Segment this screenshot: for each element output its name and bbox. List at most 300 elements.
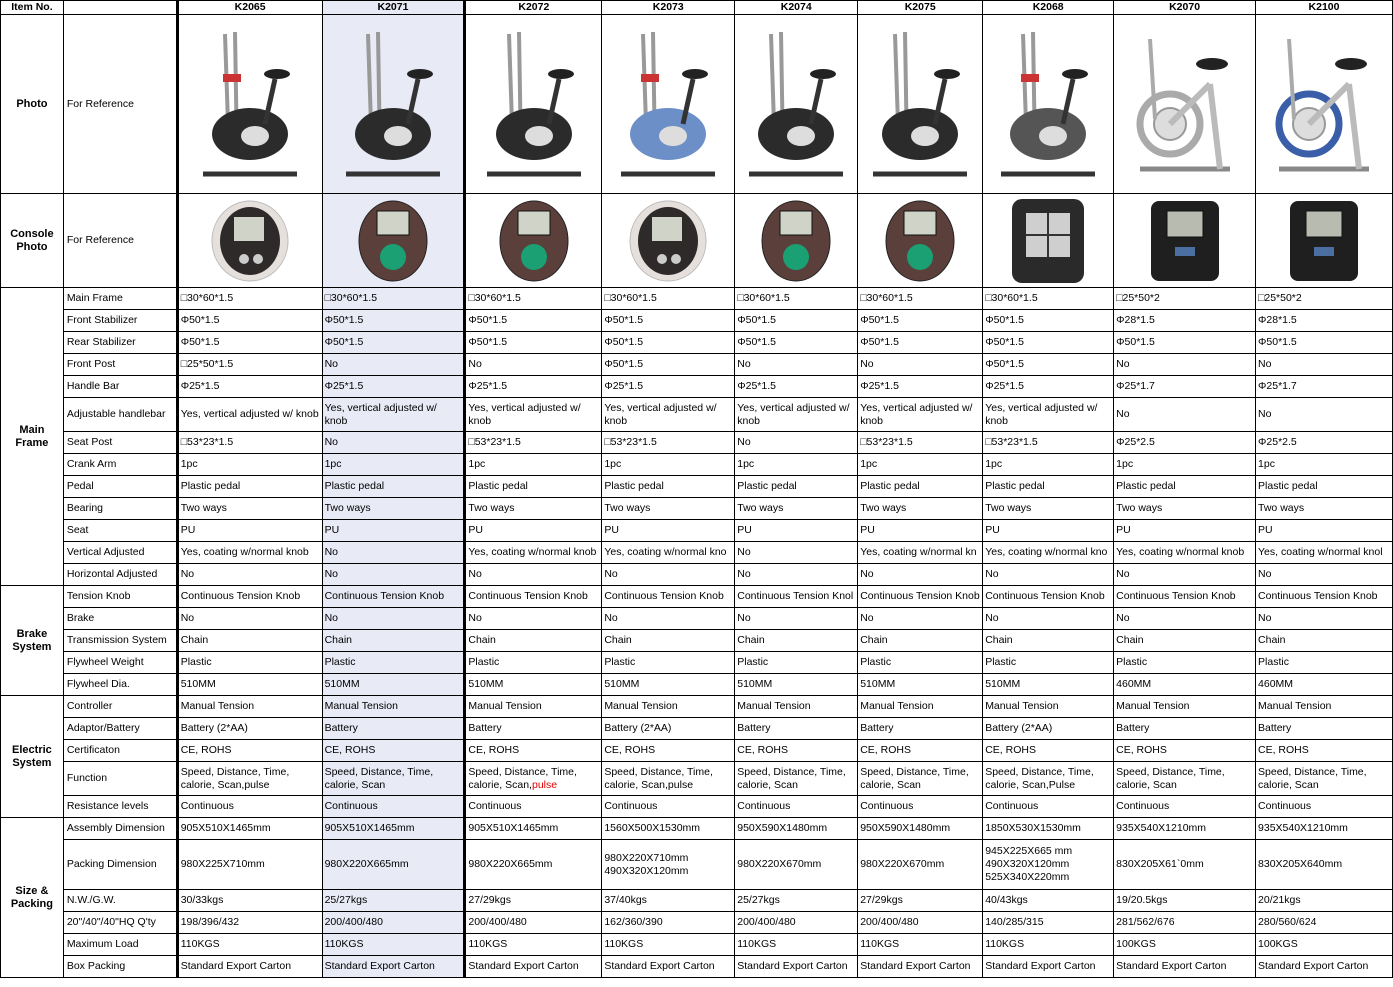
spec-value: Two ways — [860, 502, 907, 514]
spec-value: PU — [860, 524, 875, 536]
spec-value: 905X510X1465mm — [324, 822, 415, 834]
spec-value-cell — [983, 310, 1114, 332]
console-photo-cell — [858, 194, 983, 288]
spec-value-cell — [465, 310, 602, 332]
spec-value-cell — [735, 310, 858, 332]
spec-value-cell — [465, 718, 602, 740]
spec-value-cell — [322, 310, 465, 332]
spec-value-cell — [1256, 332, 1393, 354]
spec-value-cell — [177, 890, 322, 912]
spec-value-cell — [1256, 354, 1393, 376]
spec-value-cell — [1256, 432, 1393, 454]
spec-value-cell — [983, 696, 1114, 718]
spec-value: Plastic pedal — [737, 480, 797, 492]
spec-value: Standard Export Carton — [860, 960, 971, 972]
product-photo-cell — [858, 15, 983, 194]
product-photo-cell — [983, 15, 1114, 194]
spec-value: CE, ROHS — [985, 744, 1036, 756]
spec-value: 980X225X710mm — [180, 858, 265, 870]
spec-value: Chain — [604, 634, 632, 646]
spec-row-label: 20"/40"/40"HQ Q'ty — [63, 912, 177, 934]
spec-value-cell — [735, 934, 858, 956]
spec-value: No — [860, 568, 874, 580]
model-header: K2074 — [735, 1, 858, 15]
product-photo-cell — [735, 15, 858, 194]
spec-value-cell — [1256, 398, 1393, 432]
spec-value-cell — [465, 818, 602, 840]
spec-value-cell — [858, 890, 983, 912]
spec-value: □25*50*2 — [1258, 292, 1302, 304]
product-photo-cell — [322, 15, 465, 194]
spec-value-cell — [858, 288, 983, 310]
spec-value-cell — [602, 652, 735, 674]
spec-row — [1, 520, 1393, 542]
spec-value: Φ25*1.5 — [468, 380, 508, 392]
spec-value-cell — [465, 912, 602, 934]
spec-value: No — [324, 612, 339, 624]
spec-value-line: 490X320X120mm — [604, 864, 689, 877]
spec-value-cell — [983, 498, 1114, 520]
spec-value: Chain — [1258, 634, 1286, 646]
spec-value: Φ50*1.5 — [468, 336, 508, 348]
spec-value: Continuous — [1258, 800, 1312, 812]
model-header: K2070 — [1114, 1, 1256, 15]
spec-value-cell — [322, 652, 465, 674]
spec-value: Φ25*1.5 — [737, 380, 776, 392]
spec-value: PU — [324, 524, 340, 536]
spec-value: Battery — [1258, 722, 1292, 734]
spec-value: Plastic — [604, 656, 636, 668]
spec-value-cell — [1256, 476, 1393, 498]
spec-value: Φ50*1.5 — [604, 314, 644, 326]
spec-value-cell — [858, 608, 983, 630]
spec-value-line: 980X220X710mm — [604, 851, 689, 864]
spec-row-label: Horizontal Adjusted — [63, 564, 177, 586]
spec-row-label: Seat — [63, 520, 177, 542]
spec-value: Battery (2*AA) — [604, 722, 672, 734]
spec-row-label: Main Frame — [63, 288, 177, 310]
spec-value: Φ25*1.5 — [985, 380, 1024, 392]
spec-value: Battery — [737, 722, 771, 734]
spec-value-cell — [735, 608, 858, 630]
spec-value: 1850X530X1530mm — [985, 822, 1081, 834]
spec-value: Chain — [860, 634, 888, 646]
spec-value: 510MM — [180, 678, 216, 690]
spec-value: Continuous Tension Knob — [324, 590, 445, 602]
spec-value: No — [1116, 612, 1130, 624]
spec-value: 110KGS — [737, 938, 777, 950]
spec-value-cell — [602, 696, 735, 718]
spec-value: 830X205X640mm — [1258, 858, 1343, 870]
spec-value-cell — [1114, 630, 1256, 652]
spec-value-cell — [1256, 608, 1393, 630]
spec-value: 1pc — [180, 458, 198, 470]
spec-value: Plastic pedal — [468, 480, 528, 492]
spec-value-cell — [602, 288, 735, 310]
spec-value-cell — [602, 476, 735, 498]
spec-value: Continuous Tension Knob — [985, 590, 1105, 602]
spec-value-cell — [983, 520, 1114, 542]
spec-value-cell — [1114, 332, 1256, 354]
spec-value-cell — [983, 956, 1114, 978]
spec-value-cell — [858, 912, 983, 934]
spec-value-cell — [858, 310, 983, 332]
spec-value-cell — [735, 652, 858, 674]
spec-value: 27/29kgs — [860, 894, 903, 906]
spec-row-label: Transmission System — [63, 630, 177, 652]
spec-value: Battery — [1116, 722, 1150, 734]
spec-value: Plastic pedal — [1116, 480, 1176, 492]
spec-value: Two ways — [324, 502, 371, 514]
spec-value-cell — [1114, 696, 1256, 718]
spec-value: Battery (2*AA) — [180, 722, 248, 734]
spec-value: Yes, coating w/normal knob — [180, 546, 309, 558]
spec-value: Speed, Distance, Time, calorie, Scan — [860, 765, 969, 791]
spec-value: Yes, vertical adjusted w/ knob — [604, 401, 717, 427]
spec-value: Φ50*1.5 — [604, 358, 644, 370]
spec-value: Plastic — [985, 656, 1017, 668]
spec-value: Speed, Distance, Time, calorie, Scan — [1258, 765, 1367, 791]
spec-value-cell — [465, 542, 602, 564]
spec-value-cell — [465, 354, 602, 376]
spec-value-cell — [465, 288, 602, 310]
spec-value: 200/400/480 — [468, 916, 527, 928]
spec-row — [1, 718, 1393, 740]
spec-value: Two ways — [1258, 502, 1305, 514]
spec-value: 30/33kgs — [180, 894, 224, 906]
spec-value: Continuous — [737, 800, 791, 812]
spec-value-cell — [602, 498, 735, 520]
spec-value-cell — [322, 818, 465, 840]
spec-value: No — [1258, 408, 1272, 420]
spec-value: 510MM — [468, 678, 504, 690]
spec-value-cell — [322, 718, 465, 740]
spec-value-cell — [322, 520, 465, 542]
spec-value-cell — [177, 912, 322, 934]
spec-value-cell — [465, 652, 602, 674]
spec-value-cell — [1114, 912, 1256, 934]
spec-value: Plastic — [860, 656, 892, 668]
spec-value-cell — [602, 310, 735, 332]
spec-value-cell — [177, 956, 322, 978]
spec-row — [1, 762, 1393, 796]
spec-value: Yes, vertical adjusted w/ knob — [737, 401, 850, 427]
spec-value-cell — [177, 564, 322, 586]
spec-value-cell — [983, 432, 1114, 454]
spec-row-label: Certificaton — [63, 740, 177, 762]
spec-value: Plastic — [1116, 656, 1148, 668]
spec-value: Plastic pedal — [604, 480, 664, 492]
spec-value: Yes, coating w/normal kn — [860, 546, 977, 558]
spec-row — [1, 398, 1393, 432]
console-photo-cell — [322, 194, 465, 288]
spec-value-cell — [465, 520, 602, 542]
spec-value: No — [468, 612, 482, 624]
spec-value: No — [1258, 358, 1272, 370]
spec-value: No — [180, 612, 195, 624]
spec-row-label: Brake — [63, 608, 177, 630]
spec-value: 1pc — [468, 458, 486, 470]
spec-value-highlight: pulse — [531, 778, 558, 791]
spec-value: No — [180, 568, 195, 580]
spec-value: □30*60*1.5 — [985, 292, 1038, 304]
spec-value: □53*23*1.5 — [468, 436, 521, 448]
console-lcd-green-button-icon — [880, 197, 960, 285]
spec-value-cell — [322, 674, 465, 696]
spec-value: No — [324, 358, 339, 370]
spec-value: No — [737, 612, 751, 624]
spec-value-cell — [465, 796, 602, 818]
spec-value-cell — [1256, 762, 1393, 796]
spec-value: No — [1258, 568, 1272, 580]
spec-value: Continuous Tension Knob — [1116, 590, 1236, 602]
model-header: K2075 — [858, 1, 983, 15]
spec-value-cell — [177, 840, 322, 890]
spec-value-cell — [1114, 398, 1256, 432]
spec-value-cell — [858, 586, 983, 608]
spec-value-cell — [1256, 818, 1393, 840]
spec-value-cell — [177, 476, 322, 498]
spec-value-cell — [735, 498, 858, 520]
spec-value-cell — [1114, 432, 1256, 454]
photo-group-label: Photo — [1, 15, 64, 194]
spec-value: Continuous — [604, 800, 658, 812]
spec-value: Φ25*1.5 — [324, 380, 364, 392]
spec-value-cell — [983, 376, 1114, 398]
spec-value: □30*60*1.5 — [180, 292, 234, 304]
spec-value-cell — [858, 354, 983, 376]
spec-value: 905X510X1465mm — [468, 822, 559, 834]
spec-value-cell — [735, 564, 858, 586]
model-header: K2071 — [322, 1, 465, 15]
console-lcd-square-icon — [1008, 197, 1088, 285]
spec-value-cell — [858, 740, 983, 762]
spec-value-line: 525X340X220mm — [985, 871, 1070, 883]
spec-value-cell — [322, 840, 465, 890]
spec-value: □53*23*1.5 — [604, 436, 657, 448]
spec-value: No — [737, 436, 751, 448]
spec-value: 100KGS — [1258, 938, 1298, 950]
spec-row-label: Box Packing — [63, 956, 177, 978]
spec-table-body — [1, 1, 1393, 978]
elliptical-cross-trainer-icon — [479, 24, 589, 184]
spec-value: 25/27kgs — [324, 894, 368, 906]
spec-value: Φ25*1.7 — [1258, 380, 1297, 392]
spec-value-cell — [735, 376, 858, 398]
spec-value: 510MM — [737, 678, 773, 690]
spec-value-cell — [465, 586, 602, 608]
spec-value: No — [604, 612, 618, 624]
spec-value-cell — [983, 840, 1114, 890]
spec-row — [1, 630, 1393, 652]
spec-value: 25/27kgs — [737, 894, 780, 906]
spec-value: Two ways — [1116, 502, 1163, 514]
spec-value: Manual Tension — [180, 700, 255, 712]
spec-value: Yes, vertical adjusted w/ knob — [324, 401, 437, 427]
spec-value-cell — [177, 796, 322, 818]
spec-value: Standard Export Carton — [324, 960, 435, 972]
spec-value-cell — [735, 796, 858, 818]
spec-value-cell — [1114, 762, 1256, 796]
spec-value-cell — [858, 398, 983, 432]
spec-value: 162/360/390 — [604, 916, 663, 928]
spec-value-cell — [322, 696, 465, 718]
model-header: K2100 — [1256, 1, 1393, 15]
spec-value: 110KGS — [604, 938, 644, 950]
spec-value: 1pc — [1258, 458, 1275, 470]
spec-value: Speed, Distance, Time, calorie, Scan,pulse — [180, 765, 290, 791]
spec-value: Speed, Distance, Time, calorie, Scan — [324, 765, 434, 791]
spec-row-label: Crank Arm — [63, 454, 177, 476]
spec-value-cell — [465, 956, 602, 978]
spec-value-cell — [465, 696, 602, 718]
spec-value-cell — [858, 796, 983, 818]
spec-value-cell — [983, 796, 1114, 818]
spec-value-cell — [983, 288, 1114, 310]
spec-value: Standard Export Carton — [180, 960, 292, 972]
spec-value-cell — [1256, 796, 1393, 818]
console-lcd-green-button-icon — [494, 197, 574, 285]
spec-value: Yes, vertical adjusted w/ knob — [860, 401, 973, 427]
spec-value-cell — [983, 762, 1114, 796]
section-group-label: Brake System — [1, 586, 64, 696]
spec-value: No — [324, 546, 339, 558]
spec-value-cell — [177, 288, 322, 310]
spec-value-cell — [858, 520, 983, 542]
spec-value-cell — [858, 432, 983, 454]
spec-value: PU — [1116, 524, 1131, 536]
spec-value: 510MM — [860, 678, 896, 690]
spec-row — [1, 818, 1393, 840]
spec-value-cell — [322, 288, 465, 310]
spec-value-cell — [983, 912, 1114, 934]
spec-value-cell — [858, 498, 983, 520]
spec-value: □25*50*2 — [1116, 292, 1160, 304]
spec-value-cell — [1256, 674, 1393, 696]
spec-value: Yes, vertical adjusted w/ knob — [468, 401, 581, 427]
spec-value-cell — [177, 740, 322, 762]
spec-row-label: Maximum Load — [63, 934, 177, 956]
spec-value: CE, ROHS — [468, 744, 520, 756]
spec-value-cell — [1256, 454, 1393, 476]
spec-value: 200/400/480 — [737, 916, 796, 928]
spec-value-cell — [735, 476, 858, 498]
spec-row-label: Controller — [63, 696, 177, 718]
spec-row — [1, 310, 1393, 332]
spec-value-cell — [1114, 520, 1256, 542]
spec-value: No — [1116, 358, 1130, 370]
spec-value-cell — [735, 740, 858, 762]
spec-value-cell — [322, 934, 465, 956]
spec-value-cell — [602, 934, 735, 956]
spec-value: □30*60*1.5 — [468, 292, 521, 304]
spec-value: □30*60*1.5 — [324, 292, 378, 304]
spec-value-cell — [177, 818, 322, 840]
spec-value: Continuous Tension Knob — [468, 590, 588, 602]
spec-value-cell — [1114, 934, 1256, 956]
section-group-label: Electric System — [1, 696, 64, 818]
spec-value-cell — [177, 586, 322, 608]
spec-value-cell — [177, 376, 322, 398]
spec-value-cell — [602, 376, 735, 398]
spec-value-cell — [602, 630, 735, 652]
spec-value-cell — [983, 476, 1114, 498]
spec-row — [1, 796, 1393, 818]
spec-row-label: Adaptor/Battery — [63, 718, 177, 740]
spec-value: Manual Tension — [1116, 700, 1190, 712]
spec-value-cell — [858, 454, 983, 476]
spec-value: Φ50*1.5 — [604, 336, 644, 348]
spec-value-cell — [983, 674, 1114, 696]
spec-value: Chain — [180, 634, 209, 646]
spec-value-cell — [322, 630, 465, 652]
spec-row-label: Packing Dimension — [63, 840, 177, 890]
spec-value-cell — [602, 890, 735, 912]
spec-value: 1pc — [737, 458, 755, 470]
console-photo-cell — [177, 194, 322, 288]
spec-value: Φ50*1.5 — [985, 358, 1024, 370]
spec-value-cell — [322, 608, 465, 630]
spec-value: No — [860, 612, 874, 624]
spec-value: Continuous — [180, 800, 234, 812]
spec-value-cell — [983, 652, 1114, 674]
spec-value: Continuous — [468, 800, 522, 812]
spec-row — [1, 652, 1393, 674]
spec-value: Speed, Distance, Time, calorie, Scan,Pulse — [985, 765, 1094, 791]
spec-value-cell — [602, 586, 735, 608]
spec-value-line: 945X225X665 mm — [985, 845, 1073, 857]
console-lcd-white-icon — [210, 197, 290, 285]
spec-row-label: Seat Post — [63, 432, 177, 454]
spec-value-cell — [858, 652, 983, 674]
spec-value: Continuous — [985, 800, 1039, 812]
spec-value: 510MM — [604, 678, 640, 690]
spec-value: Continuous Tension Knob — [1258, 590, 1378, 602]
spec-value: Φ25*1.5 — [860, 380, 899, 392]
spec-value-cell — [1114, 956, 1256, 978]
spec-value: Continuous — [860, 800, 914, 812]
elliptical-cross-trainer-red-icon — [993, 24, 1103, 184]
spec-row — [1, 956, 1393, 978]
photo-row-label: For Reference — [63, 15, 177, 194]
spec-value: Continuous Tension Knob — [604, 590, 724, 602]
spec-value-cell — [602, 796, 735, 818]
spec-value-cell — [322, 912, 465, 934]
spec-row-label: Flywheel Dia. — [63, 674, 177, 696]
spec-row-label: Front Stabilizer — [63, 310, 177, 332]
spec-value: CE, ROHS — [1116, 744, 1167, 756]
spec-value: Plastic — [468, 656, 500, 668]
spec-value-cell — [602, 432, 735, 454]
spec-value: Continuous Tension Knol — [737, 590, 854, 602]
spec-value-cell — [322, 354, 465, 376]
spec-value-cell — [322, 432, 465, 454]
spec-value: PU — [604, 524, 619, 536]
spec-row-label: Assembly Dimension — [63, 818, 177, 840]
spec-value: Φ50*1.5 — [324, 314, 364, 326]
spec-value: Yes, coating w/normal knob — [468, 546, 597, 558]
spec-value-cell — [465, 564, 602, 586]
spec-value-cell — [177, 432, 322, 454]
spec-value: □30*60*1.5 — [860, 292, 913, 304]
spec-value: □25*50*1.5 — [180, 358, 234, 370]
spec-value-cell — [1256, 696, 1393, 718]
spec-value: No — [985, 568, 999, 580]
spec-value-cell — [1114, 652, 1256, 674]
spec-value: CE, ROHS — [604, 744, 656, 756]
spec-value: Chain — [324, 634, 353, 646]
elliptical-cross-trainer-blue-icon — [613, 24, 723, 184]
